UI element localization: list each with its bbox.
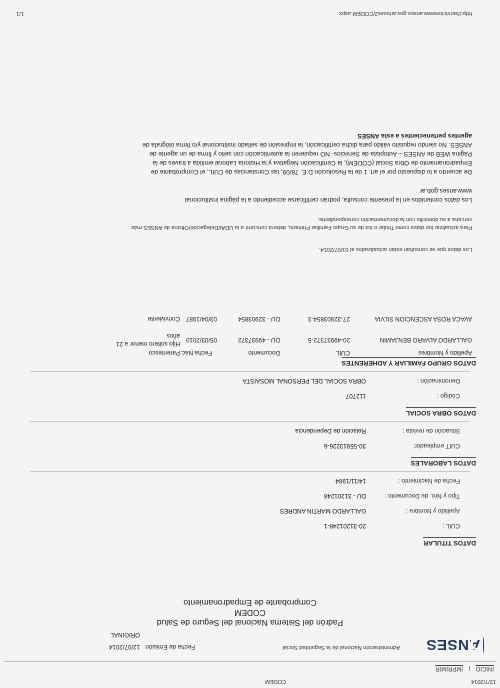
anses-logo-icon <box>483 637 484 653</box>
update-instructions-line-2: cercana a su domicilio con la documentación correspondiente. <box>317 216 472 222</box>
family-row-2-document: DU - 32903854 <box>238 315 280 322</box>
home-link[interactable]: INICIO <box>475 665 494 671</box>
col-header-document: Documento <box>248 349 280 356</box>
os-name-label: Denominación : <box>417 377 460 384</box>
titular-section-title: DATOS TITULAR <box>423 539 476 546</box>
emission-label: Fecha de Emisión <box>145 643 195 650</box>
print-url: http://servicioswww.anses.gov.ar/ooss2/CODEM.aspx <box>339 10 472 16</box>
print-page-count: 1/1 <box>16 10 24 16</box>
os-code-label: Código : <box>436 392 460 399</box>
certification-note-line-1: Los datos contenidos en la presente consulta, podrán certificarse accediendo a la página institucional <box>184 196 472 203</box>
employer-cuit-label: CUIT empleador: <box>413 442 460 449</box>
revista-value: Relación de Dependencia <box>295 427 366 434</box>
employer-cuit-value: 30-55913226-6 <box>324 442 366 449</box>
legal-line-1: De acuerdo a lo dispuesto por el art. 1 de la Resolución D.E. 78/09, las Constancias de CUIL, el Comprobante de <box>150 168 472 175</box>
nav-bar <box>4 661 496 672</box>
anses-logo <box>426 632 484 658</box>
family-row-1-name: GALLARDO ALVARO BENJAMIN <box>379 336 472 343</box>
titular-name-label: Apellido y Nombre : <box>406 507 460 514</box>
print-date: 12/7/2014 <box>471 678 496 684</box>
data-updated-note: Los datos que se consultan están actualizados al 01/07/2014. <box>318 246 472 252</box>
divider <box>30 371 470 372</box>
titular-doc-value: DU - 31201248 <box>324 492 366 499</box>
familiar-section-title: DATOS GRUPO FAMILIAR Y ADHERENTES <box>341 359 476 366</box>
legal-line-2: Empadronamiento de Obra Social (CODEM), la Certificación Negativa y la Historia Laboral emitida a través de la <box>152 159 472 166</box>
legal-line-4: ANSES. No siendo requisito válido para dicha certificación, la impresión de sellado institucional y/o firma ológrafa de <box>142 141 472 148</box>
titular-cuil-value: 20-31201248-1 <box>324 522 366 529</box>
family-row-1-birthdate: 05/03/2010 <box>186 336 217 343</box>
titular-birth-label: Fecha de Nacimiento : <box>398 477 460 484</box>
family-row-2-name: AVACA ROSA ASCENCION SILVIA <box>374 315 472 322</box>
divider <box>30 421 470 422</box>
family-row-1-relationship: Hijo soltero menor a 21 años <box>116 332 180 347</box>
update-instructions-line-1: Para actualizar los datos como Titular o los de su Grupo Familiar Primario, deberá concurrir a la UDAI/Delegación/Oficina de ANSES más <box>131 224 472 230</box>
print-link[interactable]: IMPRIMIR <box>435 665 463 671</box>
os-name-value: OBRA SOCIAL DEL PERSONAL MOSAISTA <box>242 377 366 384</box>
document-heading <box>100 598 400 628</box>
family-row-2-birthdate: 03/04/1987 <box>186 315 217 322</box>
heading-line-2: CODEM <box>234 608 266 618</box>
print-header <box>4 678 496 684</box>
col-header-name: Apellido y Nombres <box>418 349 472 356</box>
logo-text: ANSES <box>426 636 481 654</box>
divider <box>30 471 470 472</box>
print-doc-title: CODEM <box>265 678 286 684</box>
heading-line-1: Padrón del Sistema Nacional del Seguro de Salud <box>156 618 344 628</box>
revista-label: Situación de revista : <box>402 427 460 434</box>
family-row-2-relationship: Conviviente <box>147 315 180 322</box>
certification-note-link[interactable]: www.anses.gob.ar <box>419 187 472 194</box>
col-header-birthdate: Fecha Nac. <box>180 349 212 356</box>
original-mark: ORIGINAL <box>110 631 140 638</box>
family-row-1-document: DU - 49937372 <box>238 336 280 343</box>
family-row-1-cuil: 20-49937372-5 <box>308 336 350 343</box>
heading-line-3: Comprobante de Empadronamiento <box>183 598 317 608</box>
titular-birth-value: 14/11/1984 <box>335 477 366 484</box>
titular-name-value: GALLARDO MARTIN ANDRES <box>279 507 366 514</box>
titular-doc-label: Tipo y Nro. de Documento : <box>384 492 460 499</box>
col-header-cuil: CUIL <box>335 349 350 356</box>
legal-line-5: agentes pertenecientes a esta ANSES <box>357 132 472 139</box>
obra-social-section-title: DATOS OBRA SOCIAL <box>405 409 476 416</box>
emission-date: 12/07/2014 <box>109 643 140 650</box>
legal-line-3: Página WEB de ANSES – Autopista de Servicios- NO requieren la autenticación con sello y firma de un agente de <box>149 150 472 157</box>
nav-separator: | <box>468 665 470 671</box>
titular-cuil-label: CUIL : <box>442 522 460 529</box>
agency-tagline: Administración Nacional de la Seguridad Social <box>282 644 400 650</box>
laborales-section-title: DATOS LABORALES <box>410 459 476 466</box>
family-row-2-cuil: 27-32903854-3 <box>308 315 350 322</box>
os-code-value: 112707 <box>345 392 366 399</box>
col-header-relationship: Parentesco <box>148 349 180 356</box>
